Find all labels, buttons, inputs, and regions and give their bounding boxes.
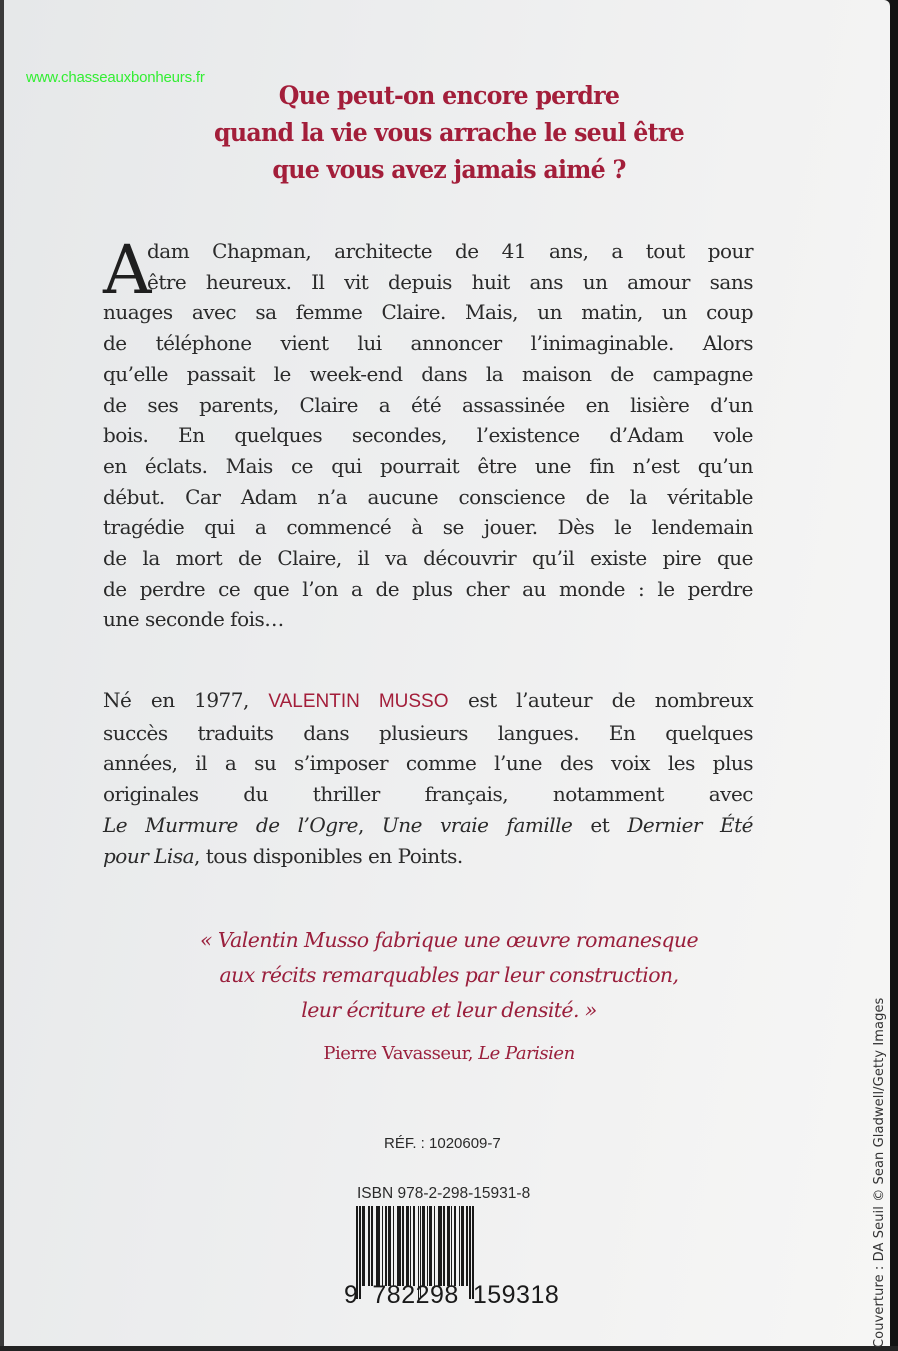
barcode-bar xyxy=(382,1206,383,1286)
barcode-bar xyxy=(454,1206,456,1286)
headline xyxy=(31,78,866,189)
bio-line xyxy=(103,810,753,841)
barcode-bar xyxy=(371,1206,373,1286)
quote-author: Pierre Vavasseur, xyxy=(323,1043,479,1064)
quote-source xyxy=(0,1043,898,1064)
book-right-edge xyxy=(890,0,898,1351)
summary-line: dam Chapman, architecte de 41 ans, a tout pour xyxy=(147,239,753,263)
book-title: Dernier Été xyxy=(627,812,753,837)
barcode-left-group: 782298 xyxy=(372,1281,459,1309)
summary-line: de téléphone vient lui annoncer l’inimaginable. Alors xyxy=(103,331,753,356)
book-title: Une vraie famille xyxy=(381,812,573,837)
summary-line: être heureux. Il vit depuis huit ans un amour sans xyxy=(147,269,753,294)
barcode-right-group: 159318 xyxy=(472,1281,560,1309)
summary-line: nuages avec sa femme Claire. Mais, un matin, un coup xyxy=(103,300,753,325)
barcode-bar xyxy=(406,1206,409,1286)
bio-text: , xyxy=(357,812,382,837)
bio-text: , tous disponibles en Points. xyxy=(194,843,463,868)
reference-number: RÉF. : 1020609-7 xyxy=(384,1135,501,1152)
barcode-first-digit: 9 xyxy=(344,1281,359,1309)
barcode-bar xyxy=(410,1206,411,1286)
summary-line: début. Car Adam n’a aucune conscience de la véritable xyxy=(103,484,753,509)
summary-line: en éclats. Mais ce qui pourrait être une fin n’est qu’un xyxy=(103,453,753,478)
bio-text: et xyxy=(572,812,628,837)
website-watermark: www.chasseauxbonheurs.fr xyxy=(26,69,205,86)
barcode-bar xyxy=(459,1206,460,1286)
summary-line: qu’elle passait le week-end dans la maison de campagne xyxy=(103,361,753,386)
barcode-bar xyxy=(429,1206,432,1286)
barcode-bar xyxy=(376,1206,380,1286)
bio-line xyxy=(103,685,753,718)
barcode-bar xyxy=(362,1206,365,1286)
barcode-bar xyxy=(451,1206,452,1286)
barcode-bar xyxy=(427,1206,428,1286)
summary-line: bois. En quelques secondes, l’existence d’Adam vole xyxy=(103,423,753,448)
cover-credit: Couverture : DA Seuil © Sean Gladwell/Getty Images xyxy=(872,997,887,1348)
summary-paragraph xyxy=(103,231,753,635)
summary-line: tragédie qui a commencé à se jouer. Dès le lendemain xyxy=(103,515,753,540)
summary-line: de perdre ce que l’on a de plus cher au monde : le perdre xyxy=(103,576,753,601)
summary-line: de ses parents, Claire a été assassinée en lisière d’un xyxy=(103,392,753,417)
barcode-bar xyxy=(368,1206,370,1286)
headline-line: Que peut-on encore perdre xyxy=(278,81,620,111)
bio-line: succès traduits dans plusieurs langues. En quelques xyxy=(103,720,753,745)
press-quote xyxy=(0,923,898,1028)
quote-line: « Valentin Musso fabrique une œuvre romanesque xyxy=(199,928,699,952)
summary-line: de la mort de Claire, il va découvrir qu’il existe pire que xyxy=(103,546,753,571)
bio-line: années, il a su s’imposer comme l’une des voix les plus xyxy=(103,751,753,776)
bio-text: Né en 1977, xyxy=(103,688,269,712)
quote-publication: Le Parisien xyxy=(478,1043,575,1064)
barcode-bar xyxy=(413,1206,415,1286)
barcode-bar xyxy=(461,1206,464,1286)
bio-line: originales du thriller français, notamment avec xyxy=(103,782,753,807)
barcode-bar xyxy=(397,1206,401,1286)
isbn-label: ISBN 978-2-298-15931-8 xyxy=(357,1185,531,1202)
barcode-bar xyxy=(388,1206,391,1286)
barcode-bar xyxy=(393,1206,394,1286)
headline-line: quand la vie vous arrache le seul être xyxy=(214,118,684,148)
barcode-bar xyxy=(466,1206,468,1286)
barcode-bar xyxy=(434,1206,435,1286)
barcode-digits xyxy=(344,1281,559,1310)
headline-line: que vous avez jamais aimé ? xyxy=(272,155,626,185)
barcode-bar xyxy=(402,1206,404,1286)
barcode-bar xyxy=(447,1206,450,1286)
barcode-bar xyxy=(422,1206,425,1286)
book-title: pour Lisa xyxy=(103,843,195,868)
summary-line: une seconde fois… xyxy=(103,607,284,632)
barcode-bar xyxy=(438,1206,442,1286)
author-bio xyxy=(103,685,753,871)
book-title: Le Murmure de l’Ogre xyxy=(103,812,358,837)
bio-text: est l’auteur de nombreux xyxy=(448,688,753,712)
quote-line: leur écriture et leur densité. » xyxy=(301,998,597,1022)
barcode-bar xyxy=(443,1206,445,1286)
book-bottom-edge xyxy=(0,1346,898,1351)
quote-line: aux récits remarquables par leur construction, xyxy=(219,963,679,987)
barcode-bar xyxy=(385,1206,387,1286)
bio-line xyxy=(103,841,753,872)
author-name: VALENTIN MUSSO xyxy=(268,691,449,712)
drop-cap: A xyxy=(103,231,151,309)
